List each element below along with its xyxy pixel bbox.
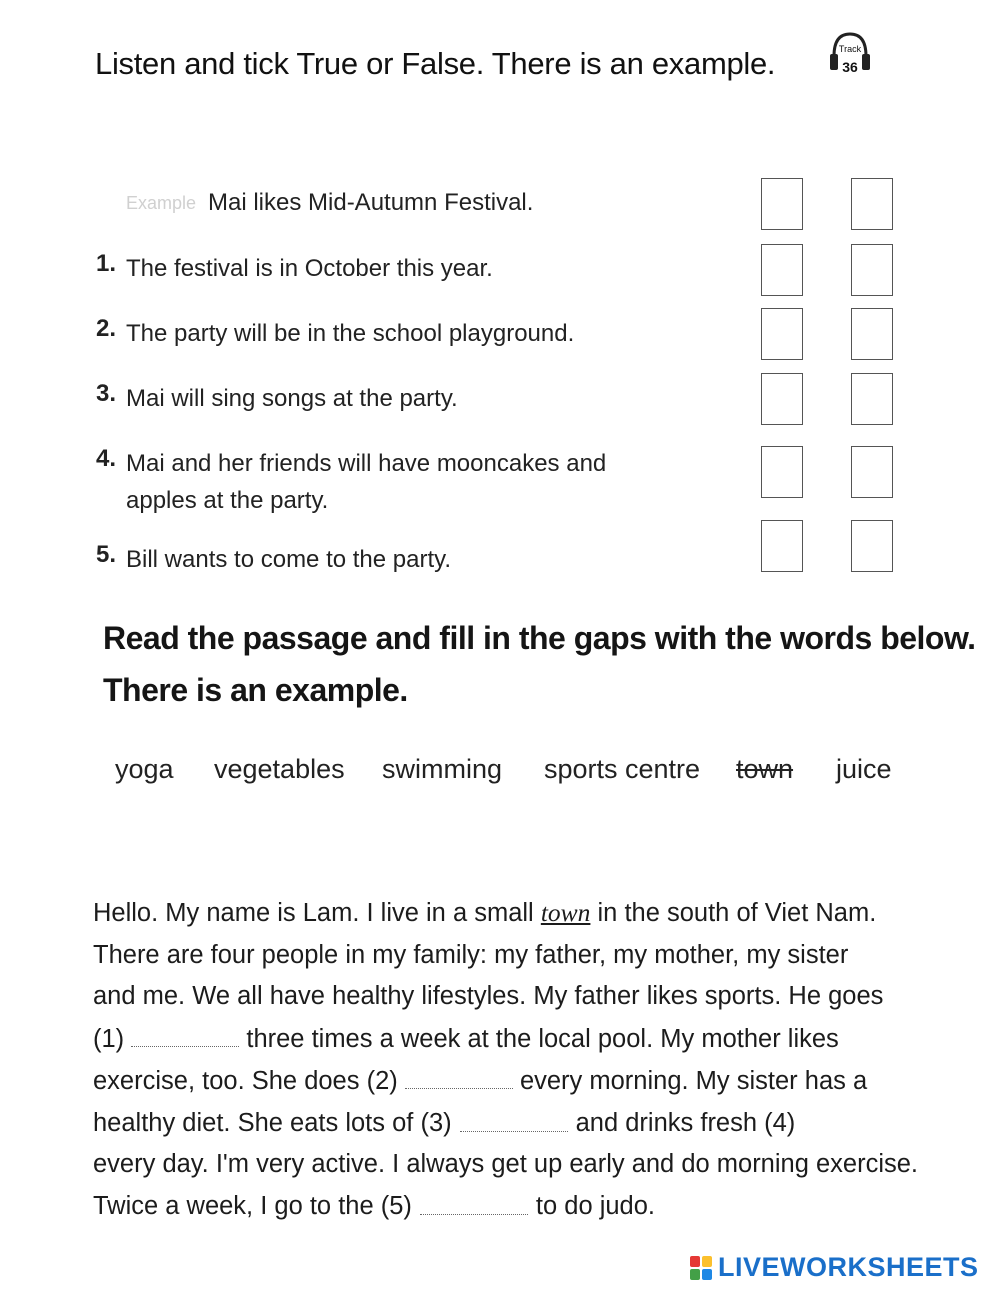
- statement-3: 3. Mai will sing songs at the party.: [96, 380, 458, 412]
- example-label: Example: [126, 193, 197, 213]
- true-checkbox-3[interactable]: [761, 373, 803, 425]
- statement-4: 4. Mai and her friends will have mooncakes and apples at the party.: [96, 445, 607, 514]
- section2-heading: [103, 612, 976, 716]
- passage-line: healthy diet. She eats lots of (3) and drinks fresh (4): [93, 1103, 897, 1145]
- gap-2-input[interactable]: [405, 1060, 513, 1089]
- svg-text:Track: Track: [838, 44, 862, 54]
- passage-line: (1) three times a week at the local pool. My mother likes: [93, 1018, 897, 1061]
- true-checkbox-example[interactable]: [761, 178, 803, 230]
- word-vegetables: vegetables: [214, 754, 345, 784]
- passage-line: and me. We all have healthy lifestyles. My father likes sports. He goes: [93, 982, 884, 1010]
- section1-heading: Listen and tick True or False. There is an example.: [95, 46, 776, 81]
- example-answer: town: [540, 898, 591, 927]
- word-yoga: yoga: [115, 754, 174, 784]
- word-juice: juice: [836, 754, 892, 784]
- true-checkbox-1[interactable]: [761, 244, 803, 296]
- true-checkbox-5[interactable]: [761, 520, 803, 572]
- true-checkbox-2[interactable]: [761, 308, 803, 360]
- passage: [93, 892, 919, 1227]
- passage-line: every day. I'm very active. I always get up early and do morning exercise.: [93, 1150, 919, 1178]
- false-checkbox-example[interactable]: [851, 178, 893, 230]
- section2-heading-line1: Read the passage and fill in the gaps with the words below.: [103, 620, 976, 656]
- false-checkbox-5[interactable]: [851, 520, 893, 572]
- word-swimming: swimming: [382, 754, 503, 784]
- logo-text: LIVEWORKSHEETS: [718, 1252, 979, 1282]
- passage-line: There are four people in my family: my father, my mother, my sister: [93, 940, 849, 969]
- true-checkbox-4[interactable]: [761, 446, 803, 498]
- passage-line: Hello. My name is Lam. I live in a small town in the south of Viet Nam.: [93, 898, 877, 927]
- word-sports-centre: sports centre: [544, 754, 701, 784]
- statement-5: 5. Bill wants to come to the party.: [96, 541, 452, 573]
- word-town-crossed: town: [736, 754, 794, 784]
- passage-line: exercise, too. She does (2) every morning. My sister has a: [93, 1060, 897, 1103]
- liveworksheets-logo: [690, 1252, 979, 1283]
- gap-3-input[interactable]: [460, 1103, 568, 1132]
- liveworksheets-icon: [690, 1256, 712, 1280]
- passage-line: Twice a week, I go to the (5) to do judo.: [93, 1186, 897, 1228]
- audio-track-icon[interactable]: [828, 30, 872, 80]
- statement-1: 1. The festival is in October this year.: [96, 250, 493, 282]
- gap-1-input[interactable]: [131, 1018, 239, 1047]
- statement-2: 2. The party will be in the school playground.: [96, 315, 575, 347]
- gap-5-input[interactable]: [420, 1186, 528, 1215]
- false-checkbox-2[interactable]: [851, 308, 893, 360]
- section2-heading-line2: There is an example.: [103, 672, 408, 708]
- false-checkbox-4[interactable]: [851, 446, 893, 498]
- svg-text:36: 36: [842, 59, 858, 75]
- example-statement: Mai likes Mid-Autumn Festival.: [208, 189, 534, 216]
- gap-4-input[interactable]: [803, 1103, 893, 1131]
- false-checkbox-3[interactable]: [851, 373, 893, 425]
- false-checkbox-1[interactable]: [851, 244, 893, 296]
